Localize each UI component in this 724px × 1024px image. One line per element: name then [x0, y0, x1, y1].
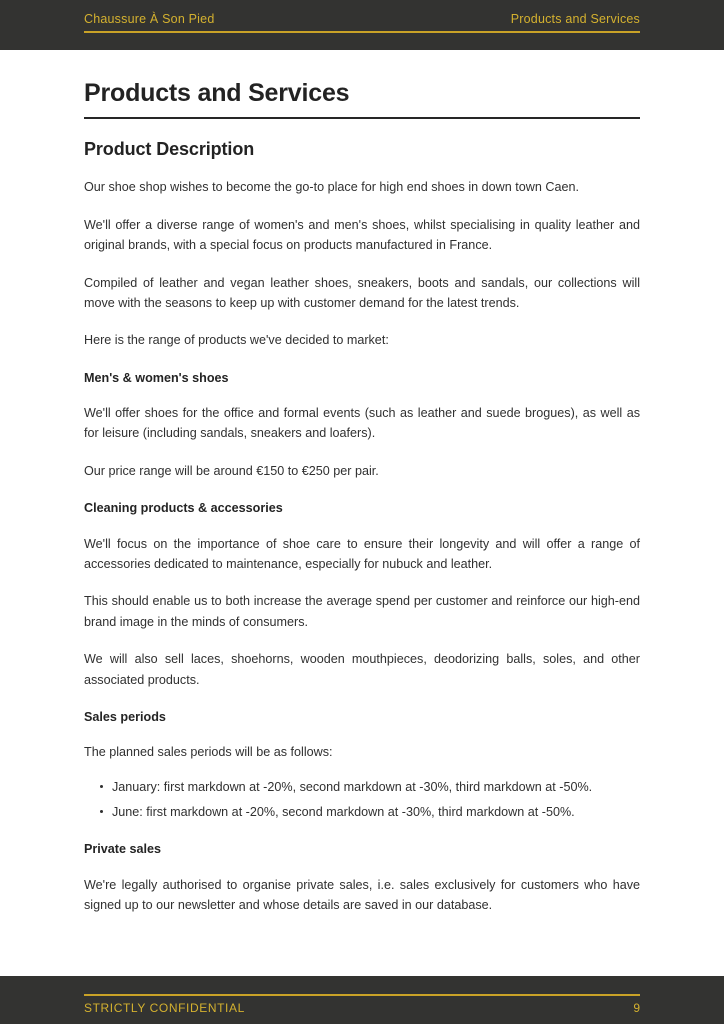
- paragraph-private-sales-detail: We're legally authorised to organise private sales, i.e. sales exclusively for customers who have signed up to our newsletter and whose details are saved in our database.: [84, 877, 640, 913]
- paragraph-spend-detail: This should enable us to both increase the average spend per customer and reinforce our high-end brand image in the minds of consumers.: [84, 594, 640, 629]
- subheading-sales-periods: Sales periods: [84, 709, 166, 724]
- paragraph-price-range: Our price range will be around €150 to €250 per pair.: [84, 463, 379, 478]
- header-section-name: Products and Services: [510, 12, 640, 26]
- paragraph-sales-intro: The planned sales periods will be as follows:: [84, 745, 333, 760]
- paragraph-shoes-detail: We'll offer shoes for the office and formal events (such as leather and suede brogues), as well as for leisure (including sandals, sneakers and loafers).: [84, 406, 640, 441]
- footer-content: [84, 994, 640, 1015]
- paragraph-accessories-detail: We will also sell laces, shoehorns, wooden mouthpieces, deodorizing balls, soles, and other associated products.: [84, 652, 640, 687]
- list-item: June: first markdown at -20%, second markdown at -30%, third markdown at -50%.: [100, 802, 640, 822]
- subheading-mens-womens-shoes: Men's & women's shoes: [84, 370, 229, 385]
- paragraph-offer: We'll offer a diverse range of women's and men's shoes, whilst specialising in quality leather and original brands, with a special focus on products manufactured in France.: [84, 217, 640, 253]
- subheading-private-sales: Private sales: [84, 842, 162, 857]
- paragraph-collections: Compiled of leather and vegan leather shoes, sneakers, boots and sandals, our collections will move with the seasons to keep up with customer demand for the latest trends.: [84, 275, 640, 310]
- paragraph-cleaning-detail: We'll focus on the importance of shoe care to ensure their longevity and will offer a range of accessories dedicated to maintenance, especially for nubuck and leather.: [84, 536, 640, 571]
- content-column: [84, 50, 640, 976]
- footer-confidentiality-label: STRICTLY CONFIDENTIAL: [84, 1001, 245, 1015]
- paragraph-intro: Our shoe shop wishes to become the go-to place for high end shoes in down town Caen.: [84, 180, 579, 195]
- page-title: Products and Services: [84, 79, 640, 119]
- footer-page-number: 9: [633, 1001, 640, 1015]
- document-content: [0, 50, 724, 976]
- list-item: January: first markdown at -20%, second markdown at -30%, third markdown at -50%.: [100, 777, 640, 797]
- sales-periods-list: [84, 777, 640, 823]
- subheading-cleaning-products: Cleaning products & accessories: [84, 501, 283, 516]
- paragraph-range-intro: Here is the range of products we've decided to market:: [84, 333, 389, 348]
- header-company-name: Chaussure À Son Pied: [84, 12, 215, 26]
- page-header: [0, 0, 724, 50]
- page-footer: [0, 976, 724, 1024]
- section-heading-product-description: Product Description: [84, 138, 255, 159]
- header-content: [84, 0, 640, 33]
